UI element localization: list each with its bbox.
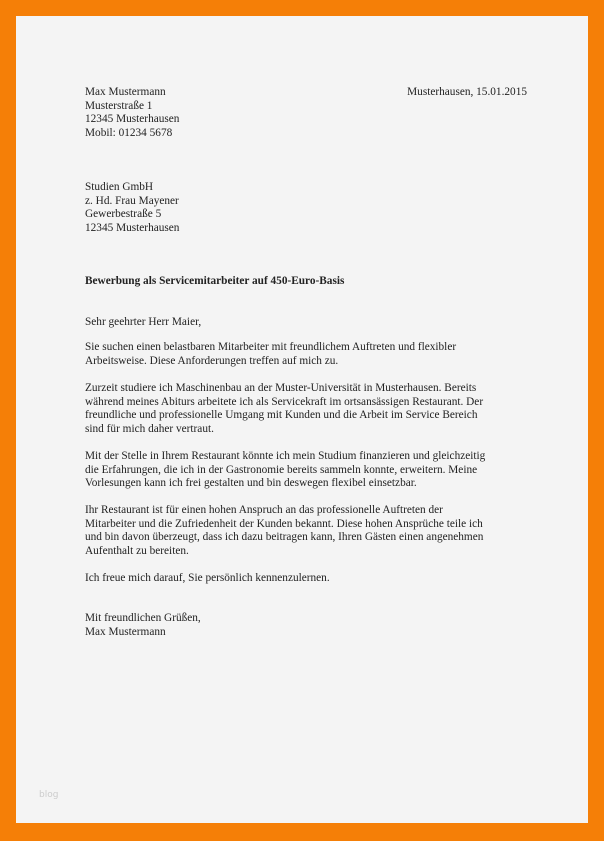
recipient-attention: z. Hd. Frau Mayener bbox=[85, 194, 179, 207]
paragraph-1 bbox=[85, 341, 456, 368]
paragraph-3 bbox=[85, 450, 485, 491]
recipient-city: 12345 Musterhausen bbox=[85, 221, 180, 234]
recipient-company: Studien GmbH bbox=[85, 181, 154, 193]
text-line: Sie suchen einen belastbaren Mitarbeiter mit freundlichem Auftreten und flexibler bbox=[85, 341, 457, 353]
text-line: sind für mich daher vertraut. bbox=[85, 422, 214, 435]
watermark: blog bbox=[39, 790, 59, 800]
text-line: und bin davon überzeugt, dass ich dazu beitragen kann, Ihren Gästen einen angenehmen bbox=[85, 531, 484, 543]
sender-phone: Mobil: 01234 5678 bbox=[85, 126, 173, 139]
text-line: Mit der Stelle in Ihrem Restaurant könnte ich mein Studium finanzieren und gleichzeitig bbox=[85, 450, 486, 462]
text-line: während meines Abiturs arbeitete ich als Servicekraft im ortsansässigen Restaurant. Der bbox=[85, 395, 484, 408]
text-line: Arbeitsweise. Diese Anforderungen treffen auf mich zu. bbox=[85, 354, 339, 367]
text-line: Ihr Restaurant ist für einen hohen Anspruch an das professionelle Auftreten der bbox=[85, 504, 443, 516]
salutation: Sehr geehrter Herr Maier, bbox=[85, 316, 202, 328]
recipient-street: Gewerbestraße 5 bbox=[85, 208, 162, 220]
paragraph-5 bbox=[85, 572, 330, 586]
text-line: Vorlesungen kann ich frei gestalten und bin deswegen flexibel einsetzbar. bbox=[85, 477, 417, 489]
text-line: Mitarbeiter und die Zufriedenheit der Kunden bekannt. Diese hohen Ansprüche teile ich bbox=[85, 517, 483, 530]
text-line: Zurzeit studiere ich Maschinenbau an der Muster-Universität in Musterhausen. Bereits bbox=[85, 382, 477, 394]
letter-date: Musterhausen, 15.01.2015 bbox=[407, 86, 527, 98]
sender-address bbox=[85, 86, 179, 140]
subject-line: Bewerbung als Servicemitarbeiter auf 450-Euro-Basis bbox=[85, 275, 345, 287]
signature-name: Max Mustermann bbox=[85, 625, 166, 638]
text-line: Ich freue mich darauf, Sie persönlich kennenzulernen. bbox=[85, 572, 330, 584]
sender-city: 12345 Musterhausen bbox=[85, 113, 180, 125]
sender-name: Max Mustermann bbox=[85, 86, 166, 98]
text-line: freundliche und professionelle Umgang mit Kunden und die Arbeit im Service Bereich bbox=[85, 409, 478, 421]
recipient-address bbox=[85, 181, 179, 235]
letter-page bbox=[16, 16, 588, 823]
paragraph-4 bbox=[85, 504, 483, 558]
sender-street: Musterstraße 1 bbox=[85, 99, 153, 112]
text-line: die Erfahrungen, die ich in der Gastronomie bereits sammeln konnte, erweitern. Meine bbox=[85, 463, 478, 476]
closing bbox=[85, 612, 201, 639]
text-line: Aufenthalt zu bereiten. bbox=[85, 544, 189, 557]
paragraph-2 bbox=[85, 382, 483, 436]
closing-phrase: Mit freundlichen Grüßen, bbox=[85, 612, 201, 624]
